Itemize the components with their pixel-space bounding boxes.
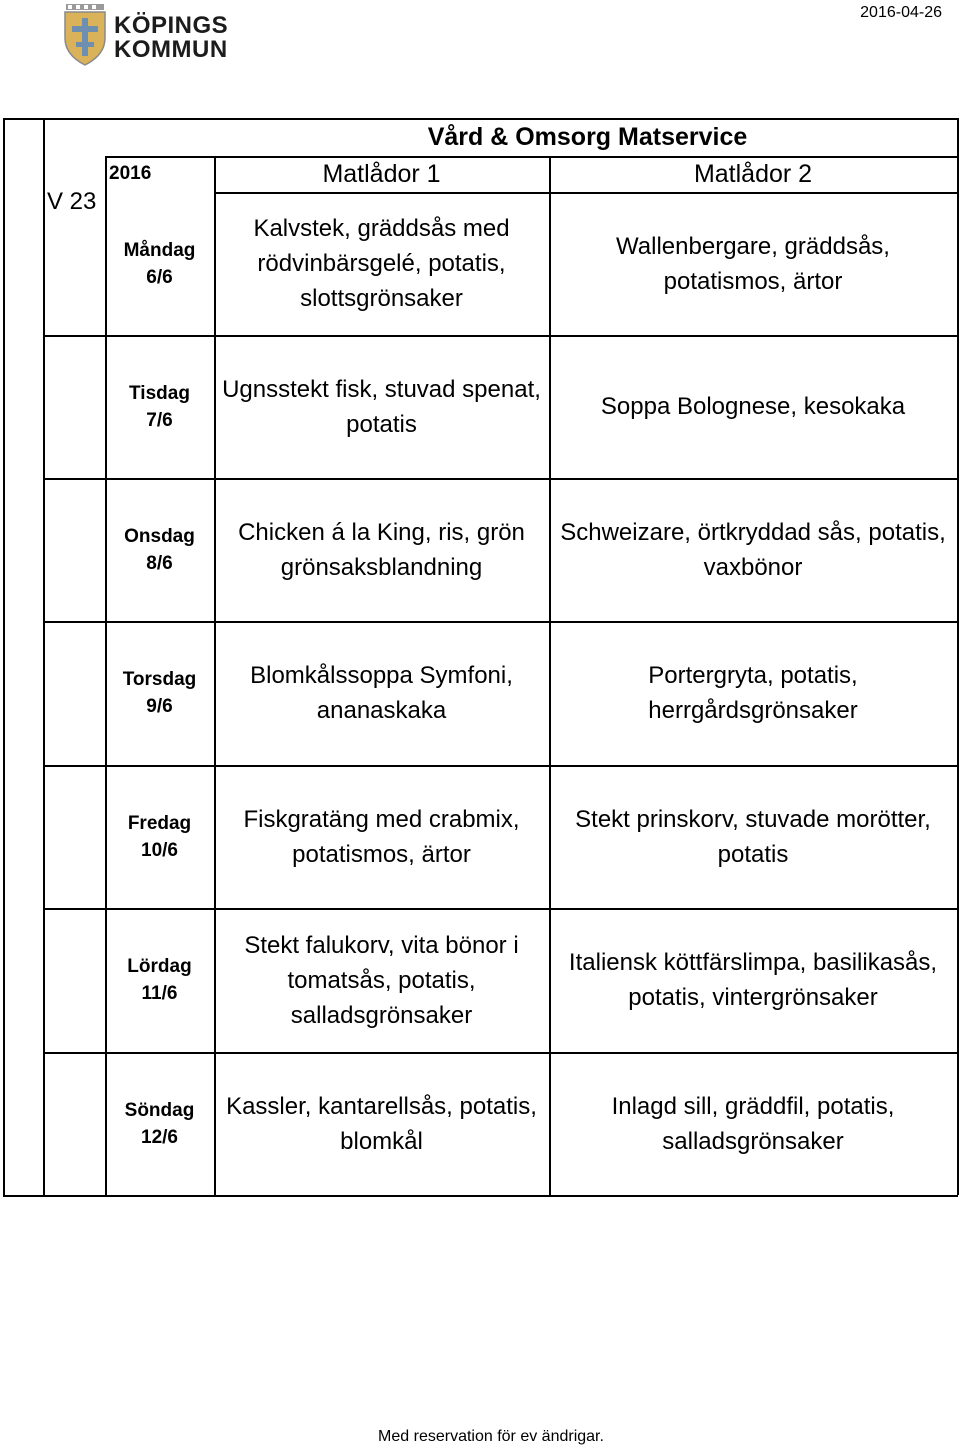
menu1-cell [214,621,549,765]
day-cell [105,478,214,621]
menu2-cell [549,621,957,765]
footer-note: Med reservation för ev ändrigar. [378,1428,604,1445]
menu2-cell [549,1052,957,1195]
menu2-cell-text: Wallenbergare, gräddsås, potatismos, ärtor [616,232,890,295]
day-date: 6/6 [146,266,173,288]
logo-text-line1: KÖPINGS [114,12,229,39]
menu2-cell-text: Inlagd sill, gräddfil, potatis, salladsgrönsaker [611,1092,895,1155]
document-date: 2016-04-26 [860,4,942,21]
day-name: Tisdag [129,382,190,404]
day-cell [105,192,214,335]
day-cell [105,621,214,765]
day-name: Lördag [127,956,192,977]
menu2-cell [549,192,957,335]
menu1-cell [214,1052,549,1195]
column-header-matlador-2-text: Matlådor 2 [693,159,813,188]
menu1-cell-text: Stekt falukorv, vita bönor i tomatsås, potatis, salladsgrönsaker [244,931,519,1029]
coat-of-arms-icon [62,4,108,66]
year-label [105,156,214,192]
menu2-cell-text: Stekt prinskorv, stuvade morötter, potatis [575,805,931,868]
day-cell [105,335,214,478]
menu2-cell [549,908,957,1052]
menu1-cell [214,192,549,335]
municipality-logo [62,4,262,68]
menu2-cell [549,765,957,908]
logo-text [114,14,228,62]
menu2-cell-text: Portergryta, potatis, herrgårdsgrönsaker [648,662,858,724]
menu1-cell-text: Kalvstek, gräddsås med rödvinbärsgelé, potatis, slottsgrönsaker [253,215,510,312]
table-title-text: Vård & Omsorg Matservice [427,122,748,151]
menu2-cell-text: Italiensk köttfärslimpa, basilikasås, potatis, vintergrönsaker [568,949,938,1011]
logo-text-line2: KOMMUN [114,36,228,63]
day-name: Torsdag [122,669,197,690]
day-name: Måndag [123,239,196,261]
menu1-cell-text: Blomkålssoppa Symfoni, ananaskaka [250,662,513,724]
menu1-cell-text: Ugnsstekt fisk, stuvad spenat, potatis [222,375,541,438]
day-date: 9/6 [146,696,173,717]
menu1-cell [214,478,549,621]
menu1-cell [214,335,549,478]
day-cell [105,765,214,908]
menu1-cell-text: Fiskgratäng med crabmix, potatismos, ärtor [243,805,520,868]
day-date: 10/6 [141,839,178,861]
week-label-text: V 23 [47,188,97,215]
menu1-cell [214,765,549,908]
grid-line [3,1195,958,1197]
day-cell [105,908,214,1052]
grid-line [957,118,959,1195]
menu2-cell-text: Schweizare, örtkryddad sås, potatis, vaxbönor [560,518,946,581]
day-cell [105,1052,214,1195]
menu2-cell-text: Soppa Bolognese, kesokaka [600,393,906,420]
day-name: Onsdag [124,525,195,547]
year-label-text: 2016 [109,163,152,184]
menu1-cell-text: Chicken á la King, ris, grön grönsaksblandning [238,518,525,581]
column-header-matlador-1 [214,156,549,192]
day-date: 11/6 [141,983,178,1004]
menu1-cell-text: Kassler, kantarellsås, potatis, blomkål [226,1092,537,1155]
menu2-cell [549,335,957,478]
menu2-cell [549,478,957,621]
column-header-matlador-1-text: Matlådor 1 [322,159,441,188]
day-date: 7/6 [146,409,173,431]
grid-line [3,118,5,1195]
column-header-matlador-2 [549,156,957,192]
day-date: 12/6 [141,1126,178,1148]
grid-line [43,118,45,1195]
day-name: Söndag [124,1099,195,1121]
day-date: 8/6 [146,552,173,574]
table-title [43,118,957,156]
day-name: Fredag [127,812,192,834]
menu1-cell [214,908,549,1052]
week-label [3,188,105,224]
